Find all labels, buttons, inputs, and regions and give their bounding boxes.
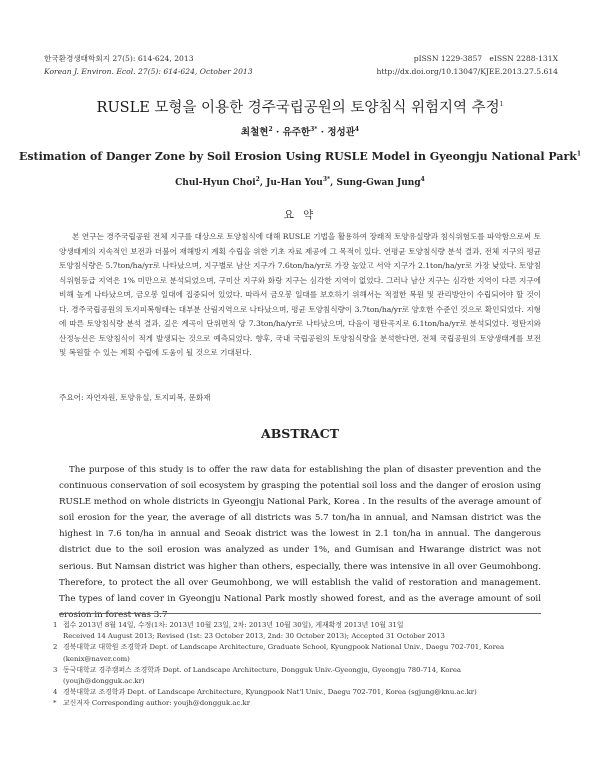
author-en-2: Ju-Han You	[266, 178, 323, 188]
footnotes	[53, 620, 543, 710]
author-en-3-mark: 4	[420, 176, 425, 183]
author-ko-1-mark: 2	[268, 125, 273, 133]
footnote-text: 경북대학교 조경학과 Dept. of Landscape Architecture, Kyungpook Nat'l Univ., Daegu 702-701, Korea (sgjung@knu.ac.kr)	[63, 688, 477, 697]
keywords: 주요어: 자연자원, 토양유실, 토지피복, 문화재	[59, 393, 211, 402]
abstract-en-body: The purpose of this study is to offer the raw data for establishing the plan of disaster prevention and the continuous conservation of soil ecosystem by grasping the potential soil loss and the danger of erosion using RUSLE method on whole districts in Gyeongju National Park, Korea . In the results of the average amount of soil erosion for the year, the average of all districts was 5.7 ton/ha in annual, and Namsan district was the highest in 7.6 ton/ha in annual and Seoak district was the lowest in 2.1 ton/ha in annual. The dangerous district due to the soil erosion was analyzed as under 1%, and Gumisan and Hwarange district was not serious. But Namsan district was higher than others, especially, there was intensive in all over Geumohbong. Therefore, to protect the all over Geumohbong, we will establish the valid of restoration and management. The types of land cover in Gyeongju National Park mostly showed forest, and as the average amount of soil erosion in forest was 3.7	[59, 465, 541, 620]
footnote-item	[53, 687, 543, 698]
author-ko-1: 최철현	[240, 127, 269, 138]
footnote-mark: 2	[53, 643, 58, 652]
footnote-mark: 1	[53, 621, 58, 629]
footnote-divider	[59, 613, 541, 614]
footnote-text	[63, 620, 543, 642]
footnote-text: 교신저자 Corresponding author: youjh@dongguk.ac.kr	[63, 699, 250, 708]
author-en-1-mark: 2	[255, 176, 260, 183]
author-ko-3-mark: 4	[354, 125, 360, 133]
footnote-text: 경북대학교 대학원 조경학과 Dept. of Landscape Architecture, Graduate School, Kyungpook National Univ., Daegu 702-701, Korea (kenix@naver.com)	[63, 643, 505, 663]
abstract-ko-body: 본 연구는 경주국립공원 전체 지구를 대상으로 토양침식에 대해 RUSLE 기법을 활용하여 장래적 토양유실량과 침식위험도를 파악함으로써 토양생태계의 지속적인 보전과 더불어 재해방지 계획 수립을 위한 기초 자료 제공에 그 목적이 있다. 연평균 토양침식량 분석 결과, 전체 지구의 평균 토양침식량은 5.7ton/ha/yr로 나타났으며, 지구별로 남산 지구가 7.6ton/ha/yr로 가장 높았고 서악 지구가 2.1ton/ha/yr로 가장 낮았다. 토양침식위험등급 지역은 1% 미만으로 분석되었으며, 구미산 지구와 화랑 지구는 심각한 지역이 없었다. 그러나 남산 지구는 심각한 지역이 다른 지구에 비해 높게 나타났으며, 금오봉 일대에 집중되어 있었다. 따라서 금오봉 일대를 보호하기 위해서는 적절한 복원 및 관리방안이 수립되어야 할 것이다. 경주국립공원의 토지피복형태는 대부분 산림지역으로 나타났으며, 평균 토양침식량이 3.7ton/ha/yr로 양호한 수준인 것으로 확인되었다. 지형에 따른 토양침식량 분석 결과, 깊은 계곡이 단위면적 당 7.3ton/ha/yr로 나타났으며, 다음이 평탄곡지로 6.1ton/ha/yr로 분석되었다. 평탄지와 산정능선은 토양침식이 적게 발생되는 것으로 예측되었다. 향후, 국내 국립공원의 토양침식량을 분석한다면, 전체 국립공원의 토양생태계를 보전 및 복원할 수 있는 계획 수립에 도움이 될 것으로 기대된다.	[59, 232, 542, 357]
footnote-item	[53, 665, 543, 687]
author-ko-3: 정성관	[327, 127, 355, 138]
footnote-line: Received 14 August 2013; Revised (1st: 23 October 2013, 2nd: 30 October 2013); Accepted 31 October 2013	[63, 632, 445, 641]
doi-link[interactable]: http://dx.doi.org/10.13047/KJEE.2013.27.5.614	[376, 67, 558, 76]
author-en-1: Chul-Hyun Choi	[175, 178, 256, 188]
author-en-2-mark: 3*	[322, 176, 331, 183]
journal-citation-ko: 한국환경생태학회지 27(5): 614-624, 2013	[44, 54, 194, 63]
title-ko-footnote-mark: 1	[499, 101, 504, 109]
header-right	[376, 52, 558, 78]
author-en-separator: ,	[330, 178, 337, 188]
author-en-3: Sung-Gwan Jung	[336, 178, 421, 188]
footnote-item	[53, 642, 543, 664]
author-separator: ·	[317, 127, 328, 138]
abstract-ko-heading: 요 약	[283, 209, 317, 221]
footnote-mark: 4	[53, 688, 58, 697]
authors-en	[0, 178, 600, 188]
author-en-separator: ,	[259, 178, 267, 188]
footnote-item	[53, 620, 543, 642]
footnote-line: 접수 2013년 8월 14일, 수정(1차: 2013년 10월 23일, 2차: 2013년 10월 30일), 게재확정 2013년 10월 31일	[63, 621, 404, 629]
paper-title-ko-text: RUSLE 모형을 이용한 경주국립공원의 토양침식 위험지역 추정	[96, 100, 500, 116]
header-left	[44, 52, 253, 78]
journal-citation-en: Korean J. Environ. Ecol. 27(5): 614-624, October 2013	[44, 67, 253, 76]
paper-title-ko	[0, 96, 600, 117]
footnote-item	[53, 698, 543, 709]
authors-ko	[0, 124, 600, 138]
paper-title-en	[0, 150, 600, 163]
paper-title-en-text: Estimation of Danger Zone by Soil Erosion Using RUSLE Model in Gyeongju National Park	[18, 150, 577, 163]
title-en-footnote-mark: 1	[576, 150, 582, 158]
author-ko-2-mark: 3*	[310, 125, 318, 133]
footnote-mark: 3	[53, 665, 58, 674]
footnote-mark: *	[53, 699, 57, 708]
author-separator: ·	[272, 127, 283, 138]
author-ko-2: 유주한	[282, 127, 311, 138]
abstract-en-heading: ABSTRACT	[261, 426, 339, 441]
issn-line: pISSN 1229-3857 eISSN 2288-131X	[413, 54, 558, 63]
footnote-text: 동국대학교 경주캠퍼스 조경학과 Dept. of Landscape Architecture, Dongguk Univ.-Gyeongju, Gyeongju 780-714, Korea (youjh@dongguk.ac.kr)	[63, 665, 462, 686]
